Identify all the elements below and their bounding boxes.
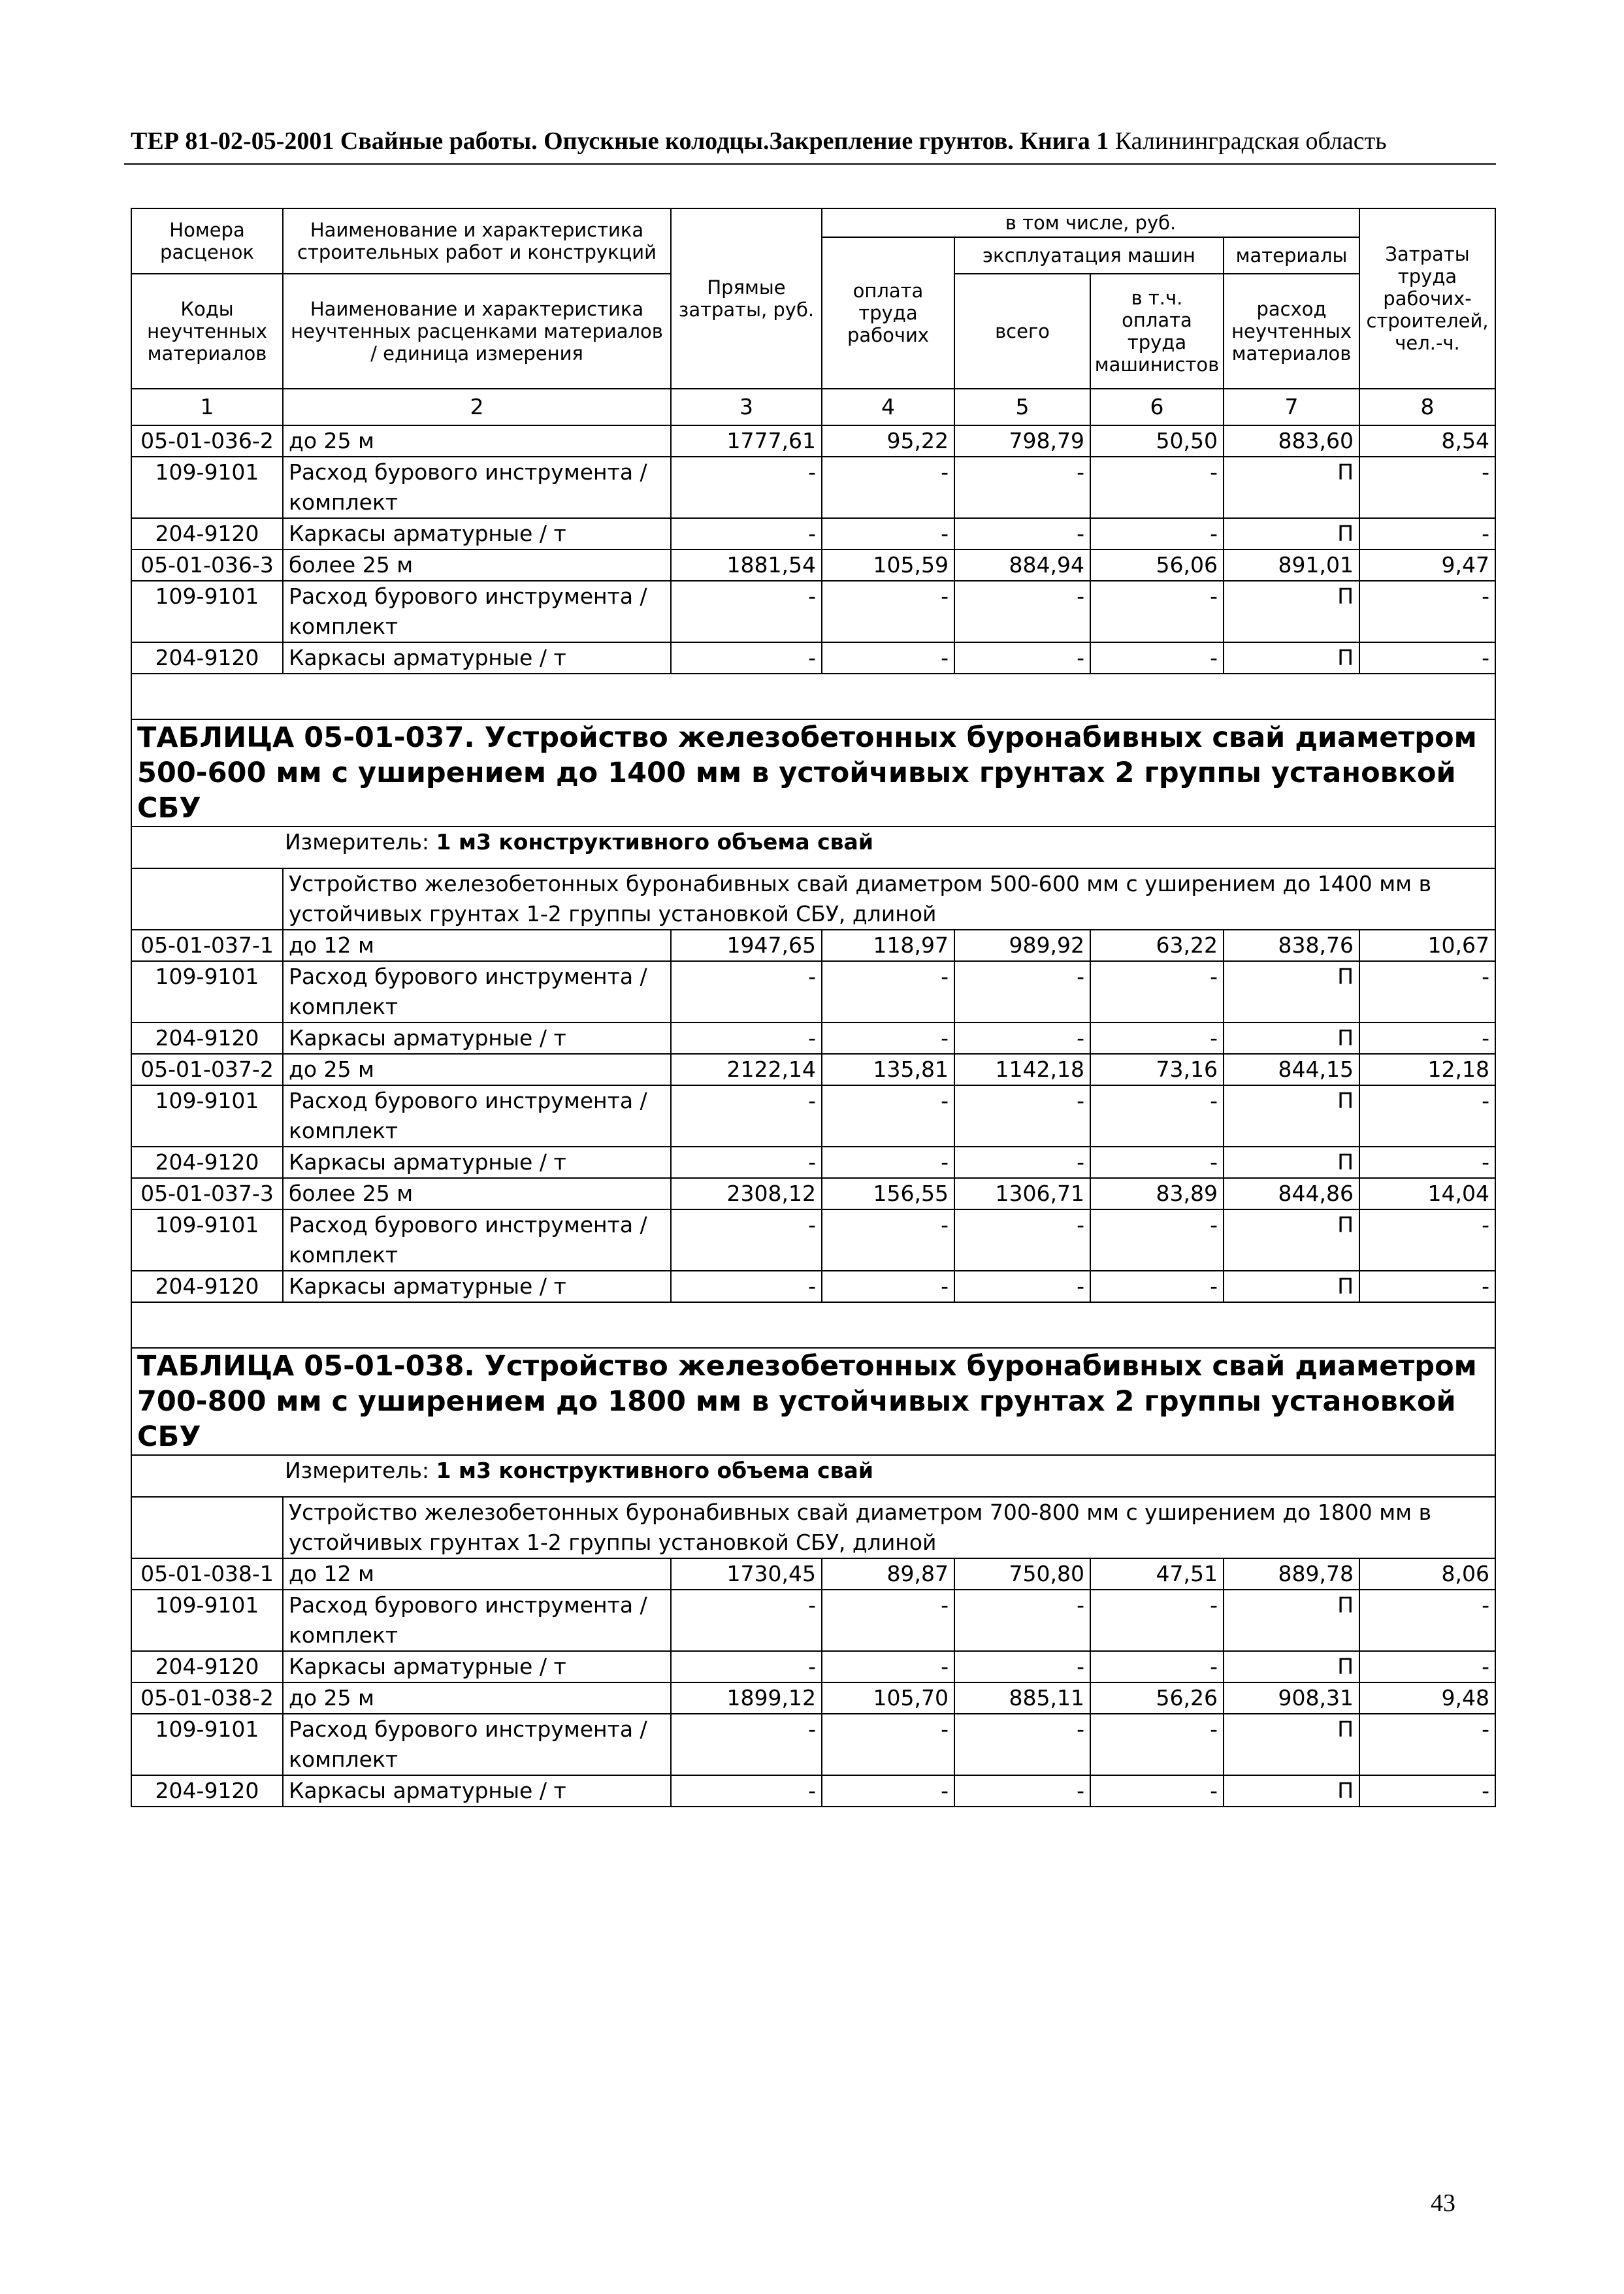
col-direct-costs: Прямые затраты, руб. <box>671 208 822 389</box>
material-code: 109-9101 <box>131 1714 283 1775</box>
material-row <box>131 1775 1495 1807</box>
section-spacer <box>131 1302 1495 1348</box>
section-intro-row <box>131 1497 1495 1558</box>
material-row <box>131 642 1495 674</box>
material-value: - <box>1359 518 1495 549</box>
material-value: - <box>671 457 822 518</box>
material-code: 204-9120 <box>131 1651 283 1682</box>
rate-value: 56,26 <box>1090 1682 1224 1714</box>
material-name: Каркасы арматурные / т <box>283 518 671 549</box>
column-number: 2 <box>283 389 671 425</box>
material-value: - <box>822 1147 954 1178</box>
rate-code: 05-01-037-3 <box>131 1178 283 1209</box>
col-including: в том числе, руб. <box>822 208 1359 237</box>
rate-value: 1899,12 <box>671 1682 822 1714</box>
rate-value: 83,89 <box>1090 1178 1224 1209</box>
rate-value: 750,80 <box>954 1558 1090 1590</box>
rate-code: 05-01-038-1 <box>131 1558 283 1590</box>
rate-value: 1306,71 <box>954 1178 1090 1209</box>
rate-value: 47,51 <box>1090 1558 1224 1590</box>
material-value: - <box>1359 961 1495 1023</box>
material-value: - <box>822 457 954 518</box>
material-name: Каркасы арматурные / т <box>283 1651 671 1682</box>
material-value: П <box>1224 1147 1359 1178</box>
material-code: 109-9101 <box>131 961 283 1023</box>
col-labor-costs: Затраты труда рабочих-строителей, чел.-ч. <box>1359 208 1495 389</box>
material-name: Расход бурового инструмента / комплект <box>283 1085 671 1147</box>
material-code: 204-9120 <box>131 1147 283 1178</box>
material-value: П <box>1224 457 1359 518</box>
material-row <box>131 518 1495 549</box>
material-value: - <box>1359 1147 1495 1178</box>
material-value: - <box>1090 1590 1224 1651</box>
material-value: - <box>1359 581 1495 642</box>
material-value: - <box>1090 581 1224 642</box>
material-row <box>131 1023 1495 1054</box>
measure-line <box>137 1456 1489 1486</box>
material-value: П <box>1224 1714 1359 1775</box>
measure-row <box>131 827 1495 868</box>
rate-value: 9,48 <box>1359 1682 1495 1714</box>
material-value: - <box>954 1085 1090 1147</box>
material-value: - <box>1090 457 1224 518</box>
material-name: Расход бурового инструмента / комплект <box>283 457 671 518</box>
material-name: Расход бурового инструмента / комплект <box>283 1209 671 1271</box>
intro-empty-cell <box>131 1497 283 1558</box>
measure-unit: 1 м3 конструктивного объема свай <box>436 1458 873 1483</box>
rate-name: до 25 м <box>283 1682 671 1714</box>
rate-name: более 25 м <box>283 1178 671 1209</box>
rate-value: 885,11 <box>954 1682 1090 1714</box>
material-row <box>131 961 1495 1023</box>
rate-name: до 12 м <box>283 1558 671 1590</box>
material-value: - <box>822 1023 954 1054</box>
table-header <box>131 208 1495 425</box>
material-name: Расход бурового инструмента / комплект <box>283 1590 671 1651</box>
rate-row <box>131 425 1495 457</box>
material-value: - <box>1090 1147 1224 1178</box>
material-value: - <box>954 642 1090 674</box>
rates-table <box>131 208 1496 1807</box>
material-value: - <box>954 518 1090 549</box>
rate-value: 1142,18 <box>954 1054 1090 1085</box>
material-value: - <box>671 642 822 674</box>
rate-value: 838,76 <box>1224 930 1359 961</box>
rate-value: 8,06 <box>1359 1558 1495 1590</box>
header-title: ТЕР 81-02-05-2001 Свайные работы. Опускные колодцы.Закрепление грунтов. Книга 1 <box>131 127 1109 155</box>
rate-value: 889,78 <box>1224 1558 1359 1590</box>
rate-code: 05-01-036-2 <box>131 425 283 457</box>
material-value: - <box>1090 1023 1224 1054</box>
rate-code: 05-01-037-1 <box>131 930 283 961</box>
section-spacer <box>131 674 1495 719</box>
col-worker-pay: оплата труда рабочих <box>822 237 954 389</box>
measure-unit: 1 м3 конструктивного объема свай <box>436 829 873 855</box>
rate-value: 50,50 <box>1090 425 1224 457</box>
rate-value: 844,86 <box>1224 1178 1359 1209</box>
rate-row <box>131 1054 1495 1085</box>
column-number: 4 <box>822 389 954 425</box>
material-value: П <box>1224 1085 1359 1147</box>
column-number: 1 <box>131 389 283 425</box>
material-value: - <box>822 961 954 1023</box>
rate-value: 156,55 <box>822 1178 954 1209</box>
material-value: - <box>954 1147 1090 1178</box>
material-value: - <box>1359 1271 1495 1302</box>
material-value: - <box>1359 1651 1495 1682</box>
section-title-row <box>131 1348 1495 1455</box>
spacer-cell <box>131 674 1495 719</box>
material-value: - <box>1359 1590 1495 1651</box>
material-code: 204-9120 <box>131 518 283 549</box>
column-numbers-row <box>131 389 1495 425</box>
rate-name: до 25 м <box>283 1054 671 1085</box>
material-value: П <box>1224 518 1359 549</box>
rate-value: 9,47 <box>1359 549 1495 581</box>
material-value: - <box>822 1590 954 1651</box>
material-value: - <box>1090 1209 1224 1271</box>
material-value: П <box>1224 1775 1359 1807</box>
rate-row <box>131 930 1495 961</box>
material-name: Каркасы арматурные / т <box>283 642 671 674</box>
material-code: 109-9101 <box>131 1085 283 1147</box>
section-intro: Устройство железобетонных буронабивных свай диаметром 500-600 мм с уширением до 1400 мм в устойчивых грунтах 1-2 группы установкой СБУ, длиной <box>283 868 1495 930</box>
material-row <box>131 1651 1495 1682</box>
material-value: - <box>822 1651 954 1682</box>
material-row <box>131 1209 1495 1271</box>
material-value: - <box>1359 642 1495 674</box>
material-value: - <box>671 1209 822 1271</box>
section-title-row <box>131 719 1495 827</box>
col-unaccounted-codes: Коды неучтенных материалов <box>131 274 283 389</box>
material-code: 109-9101 <box>131 457 283 518</box>
material-value: - <box>822 581 954 642</box>
rate-value: 908,31 <box>1224 1682 1359 1714</box>
material-value: - <box>822 1085 954 1147</box>
column-number: 6 <box>1090 389 1224 425</box>
material-value: - <box>1359 1209 1495 1271</box>
material-row <box>131 1271 1495 1302</box>
column-number: 5 <box>954 389 1090 425</box>
rate-value: 798,79 <box>954 425 1090 457</box>
rate-row <box>131 1682 1495 1714</box>
material-value: - <box>954 1271 1090 1302</box>
rate-value: 56,06 <box>1090 549 1224 581</box>
rate-value: 73,16 <box>1090 1054 1224 1085</box>
material-name: Расход бурового инструмента / комплект <box>283 1714 671 1775</box>
rate-code: 05-01-038-2 <box>131 1682 283 1714</box>
material-value: - <box>954 1023 1090 1054</box>
material-row <box>131 1714 1495 1775</box>
material-code: 204-9120 <box>131 1023 283 1054</box>
material-code: 109-9101 <box>131 1209 283 1271</box>
material-value: - <box>1090 1085 1224 1147</box>
rate-value: 8,54 <box>1359 425 1495 457</box>
rate-row <box>131 1178 1495 1209</box>
material-value: - <box>671 961 822 1023</box>
material-value: - <box>1090 961 1224 1023</box>
material-value: - <box>671 1590 822 1651</box>
material-code: 204-9120 <box>131 642 283 674</box>
material-name: Каркасы арматурные / т <box>283 1147 671 1178</box>
material-value: - <box>954 961 1090 1023</box>
material-value: - <box>954 1775 1090 1807</box>
material-value: - <box>671 1714 822 1775</box>
page-header <box>131 125 1495 157</box>
rate-value: 1947,65 <box>671 930 822 961</box>
section-title: ТАБЛИЦА 05-01-038. Устройство железобетонных буронабивных свай диаметром 700-800 мм с уширением до 1800 мм в устойчивых грунтах 2 группы установкой СБУ <box>131 1348 1495 1455</box>
rate-value: 1777,61 <box>671 425 822 457</box>
material-value: - <box>671 1775 822 1807</box>
material-value: - <box>954 1651 1090 1682</box>
material-value: - <box>1090 1651 1224 1682</box>
col-unaccounted-usage: расход неучтенных материалов <box>1224 274 1359 389</box>
rate-value: 1881,54 <box>671 549 822 581</box>
section-title: ТАБЛИЦА 05-01-037. Устройство железобетонных буронабивных свай диаметром 500-600 мм с уширением до 1400 мм в устойчивых грунтах 2 группы установкой СБУ <box>131 719 1495 827</box>
rate-row <box>131 1558 1495 1590</box>
col-materials: материалы <box>1224 237 1359 274</box>
material-value: - <box>1359 1775 1495 1807</box>
rate-value: 63,22 <box>1090 930 1224 961</box>
measure-cell <box>131 827 1495 868</box>
col-machine-total: всего <box>954 274 1090 389</box>
material-value: П <box>1224 581 1359 642</box>
rate-value: 135,81 <box>822 1054 954 1085</box>
rate-value: 844,15 <box>1224 1054 1359 1085</box>
rate-value: 118,97 <box>822 930 954 961</box>
page-number: 43 <box>1431 2189 1455 2217</box>
material-value: - <box>671 1271 822 1302</box>
material-value: П <box>1224 961 1359 1023</box>
rate-code: 05-01-036-3 <box>131 549 283 581</box>
material-value: - <box>1090 518 1224 549</box>
col-unaccounted-names: Наименование и характеристика неучтенных расценками материалов / единица измерения <box>283 274 671 389</box>
material-value: - <box>822 518 954 549</box>
material-value: П <box>1224 642 1359 674</box>
column-number: 8 <box>1359 389 1495 425</box>
rate-name: до 12 м <box>283 930 671 961</box>
spacer-cell <box>131 1302 1495 1348</box>
col-rate-numbers: Номера расценок <box>131 208 283 274</box>
measure-cell <box>131 1455 1495 1497</box>
rate-value: 2308,12 <box>671 1178 822 1209</box>
material-value: - <box>1090 642 1224 674</box>
material-value: - <box>954 1209 1090 1271</box>
material-value: П <box>1224 1271 1359 1302</box>
material-name: Расход бурового инструмента / комплект <box>283 581 671 642</box>
material-value: - <box>671 1651 822 1682</box>
measure-label: Измеритель: <box>285 1458 430 1483</box>
material-value: - <box>954 457 1090 518</box>
material-value: - <box>1359 1085 1495 1147</box>
measure-label: Измеритель: <box>285 829 430 855</box>
rate-name: более 25 м <box>283 549 671 581</box>
header-region: Калининградская область <box>1114 127 1387 155</box>
column-number: 7 <box>1224 389 1359 425</box>
rate-value: 89,87 <box>822 1558 954 1590</box>
material-value: - <box>822 1714 954 1775</box>
material-row <box>131 581 1495 642</box>
material-row <box>131 1147 1495 1178</box>
rate-value: 1730,45 <box>671 1558 822 1590</box>
col-machinist-pay: в т.ч. оплата труда машинистов <box>1090 274 1224 389</box>
material-value: - <box>822 1271 954 1302</box>
rate-value: 989,92 <box>954 930 1090 961</box>
material-code: 204-9120 <box>131 1775 283 1807</box>
intro-empty-cell <box>131 868 283 930</box>
material-code: 109-9101 <box>131 1590 283 1651</box>
material-code: 109-9101 <box>131 581 283 642</box>
material-value: П <box>1224 1651 1359 1682</box>
material-value: - <box>954 1590 1090 1651</box>
material-value: - <box>1090 1775 1224 1807</box>
material-value: - <box>822 642 954 674</box>
material-value: - <box>1090 1271 1224 1302</box>
rate-value: 891,01 <box>1224 549 1359 581</box>
material-name: Каркасы арматурные / т <box>283 1023 671 1054</box>
rate-value: 14,04 <box>1359 1178 1495 1209</box>
rate-name: до 25 м <box>283 425 671 457</box>
material-value: П <box>1224 1209 1359 1271</box>
rate-value: 883,60 <box>1224 425 1359 457</box>
material-value: - <box>671 1147 822 1178</box>
material-value: - <box>1359 457 1495 518</box>
material-value: - <box>1090 1714 1224 1775</box>
material-value: - <box>671 581 822 642</box>
header-rule <box>124 163 1496 165</box>
material-value: - <box>822 1209 954 1271</box>
rate-value: 884,94 <box>954 549 1090 581</box>
material-value: - <box>954 581 1090 642</box>
col-machine-operation: эксплуатация машин <box>954 237 1224 274</box>
table-body <box>131 425 1495 1807</box>
material-name: Каркасы арматурные / т <box>283 1271 671 1302</box>
rate-value: 105,59 <box>822 549 954 581</box>
measure-line <box>137 827 1489 857</box>
material-value: - <box>1359 1714 1495 1775</box>
section-intro: Устройство железобетонных буронабивных свай диаметром 700-800 мм с уширением до 1800 мм в устойчивых грунтах 1-2 группы установкой СБУ, длиной <box>283 1497 1495 1558</box>
rate-value: 12,18 <box>1359 1054 1495 1085</box>
rate-value: 10,67 <box>1359 930 1495 961</box>
material-value: - <box>822 1775 954 1807</box>
material-row <box>131 1085 1495 1147</box>
col-work-name: Наименование и характеристика строительных работ и конструкций <box>283 208 671 274</box>
rate-value: 105,70 <box>822 1682 954 1714</box>
material-row <box>131 457 1495 518</box>
rate-value: 2122,14 <box>671 1054 822 1085</box>
material-value: - <box>671 1085 822 1147</box>
material-value: - <box>671 518 822 549</box>
measure-row <box>131 1455 1495 1497</box>
material-code: 204-9120 <box>131 1271 283 1302</box>
material-name: Каркасы арматурные / т <box>283 1775 671 1807</box>
rate-code: 05-01-037-2 <box>131 1054 283 1085</box>
section-intro-row <box>131 868 1495 930</box>
material-value: П <box>1224 1590 1359 1651</box>
column-number: 3 <box>671 389 822 425</box>
material-value: - <box>1359 1023 1495 1054</box>
material-value: - <box>671 1023 822 1054</box>
material-value: - <box>954 1714 1090 1775</box>
rate-value: 95,22 <box>822 425 954 457</box>
material-row <box>131 1590 1495 1651</box>
material-value: П <box>1224 1023 1359 1054</box>
rate-row <box>131 549 1495 581</box>
material-name: Расход бурового инструмента / комплект <box>283 961 671 1023</box>
